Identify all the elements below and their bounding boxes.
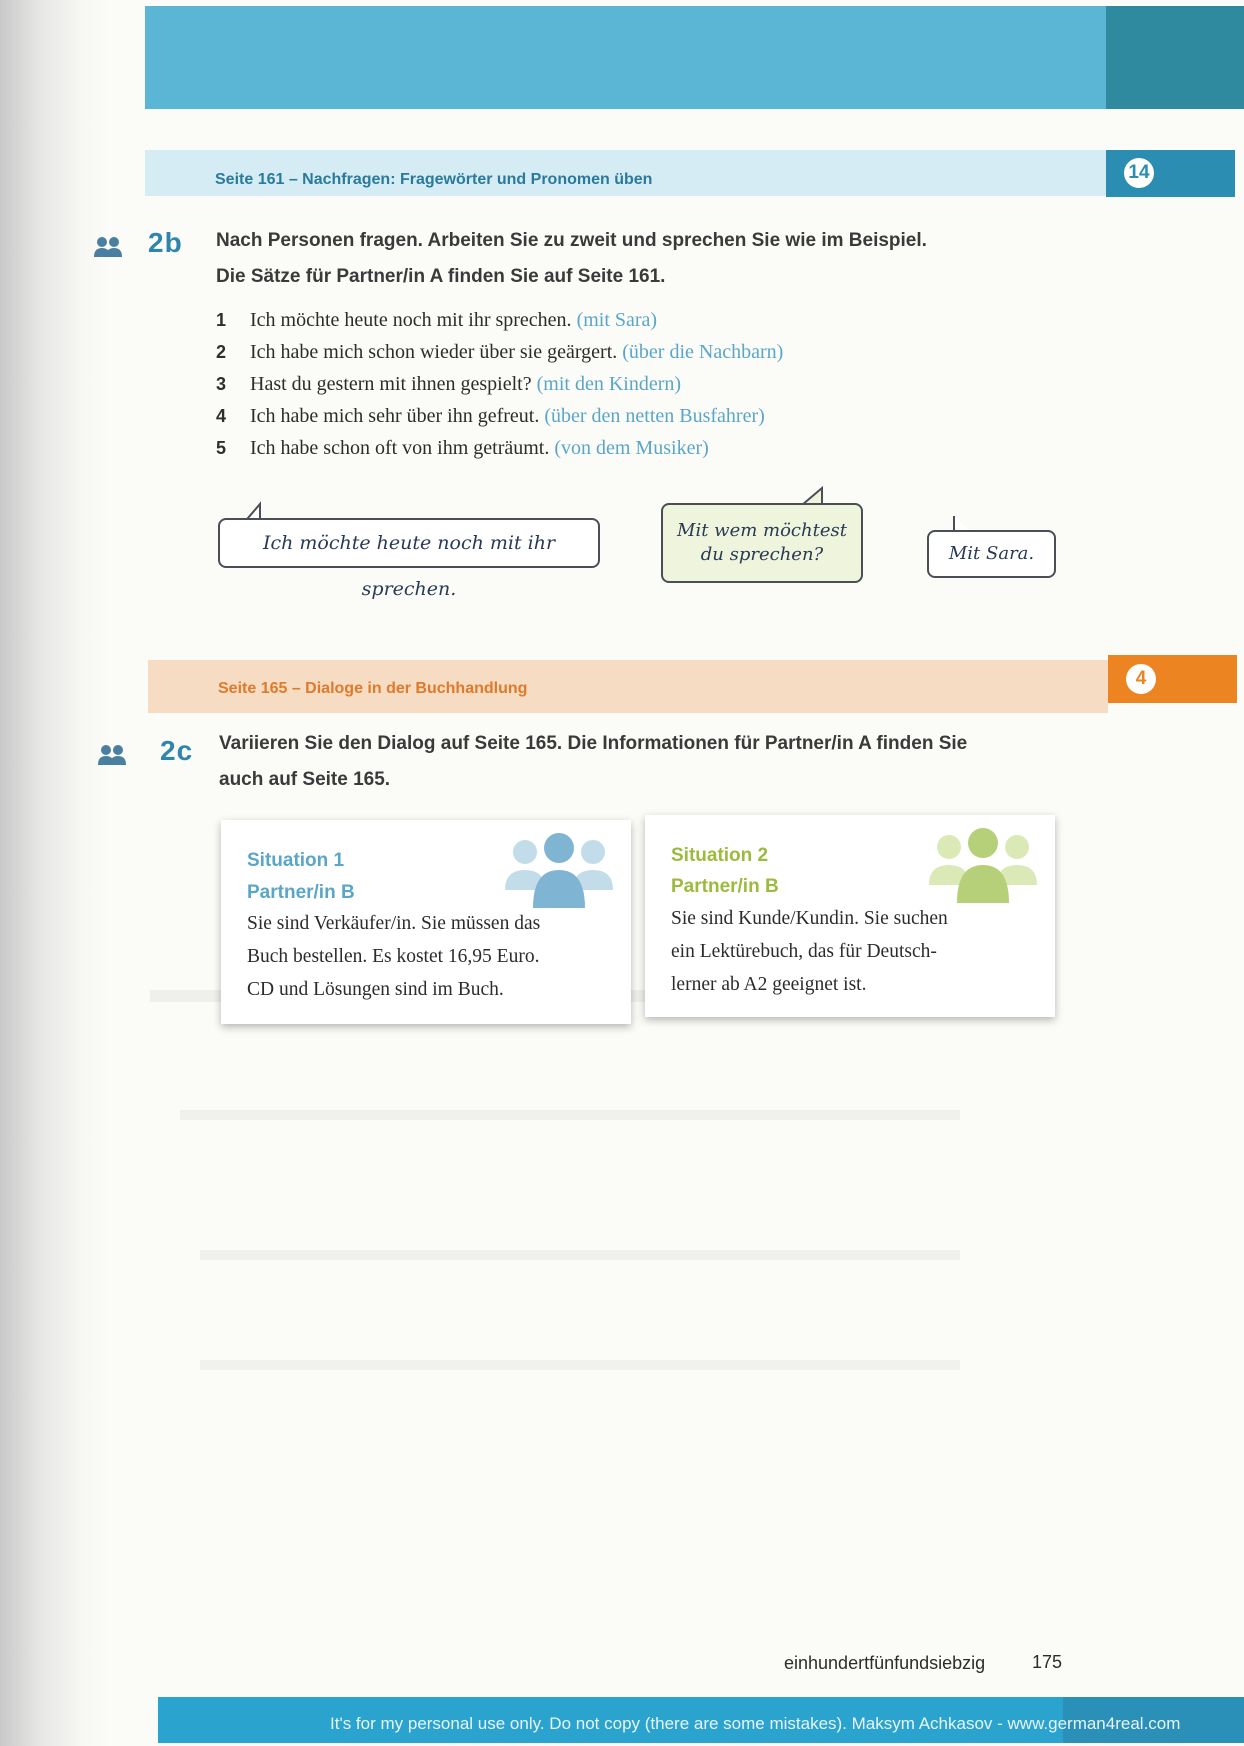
task-instruction [216,223,927,295]
top-color-band-corner [1106,6,1244,109]
description-line: Sie sind Verkäufer/in. Sie müssen das [247,913,541,934]
speech-bubble-statement [218,518,600,600]
description-line: Sie sind Kunde/Kundin. Sie suchen [671,908,948,929]
task-instruction-line: Nach Personen fragen. Arbeiten Sie zu zweit und sprechen Sie wie im Beispiel. [216,230,927,251]
description-line: lerner ab A2 geeignet ist. [671,974,867,995]
situation-title: Situation 2 [671,845,769,866]
speech-bubble-question [661,503,863,583]
situation-description [247,907,587,1006]
list-item [216,309,976,341]
partner-work-icon [97,744,127,766]
partner-role: Partner/in B [247,882,355,903]
task-instruction [219,726,967,798]
item-sentence: Ich möchte heute noch mit ihr sprechen. [250,309,572,331]
sentence-list [216,309,976,469]
section-header-title: Seite 165 – Dialoge in der Buchhandlung [218,680,528,697]
bubble-text: Mit wem möchtest [677,520,847,541]
chapter-badge [1108,655,1237,703]
bubble-text: Ich möchte heute noch mit ihr sprechen. [262,532,556,600]
item-number: 1 [216,310,227,330]
group-people-icon [927,827,1039,905]
book-spine-shadow [0,0,110,1746]
item-hint: (über die Nachbarn) [622,341,784,363]
description-line: CD und Lösungen sind im Buch. [247,979,504,1000]
page-number-words: einhundertfünfundsiebzig [784,1653,986,1673]
task-number: 2b [148,227,183,258]
partner-work-icon [93,236,123,258]
item-number: 3 [216,374,227,394]
item-hint: (von dem Musiker) [554,437,709,459]
task-number: 2c [160,735,194,766]
chapter-number: 4 [1126,664,1156,694]
task-instruction-line: auch auf Seite 165. [219,769,391,790]
page-number: 175 [1032,1652,1063,1672]
show-through-mark [200,1360,960,1370]
item-sentence: Ich habe mich schon wieder über sie geärgert. [250,341,618,363]
item-hint: (mit Sara) [576,309,658,331]
list-item [216,341,976,373]
situation-card-2 [645,815,1055,1017]
item-number: 2 [216,342,227,362]
situation-card-1 [221,820,631,1024]
show-through-mark [180,1110,960,1120]
situation-title: Situation 1 [247,850,345,871]
item-hint: (mit den Kindern) [536,373,682,395]
group-people-icon [503,832,615,910]
chapter-badge [1106,150,1235,197]
situation-description [671,902,1011,1001]
item-number: 5 [216,438,227,458]
list-item [216,437,976,469]
chapter-number: 14 [1124,158,1154,188]
item-sentence: Ich habe schon oft von ihm geträumt. [250,437,550,459]
item-sentence: Hast du gestern mit ihnen gespielt? [250,373,532,395]
section-header-title: Seite 161 – Nachfragen: Fragewörter und Pronomen üben [215,171,653,188]
list-item [216,405,976,437]
item-sentence: Ich habe mich sehr über ihn gefreut. [250,405,540,427]
top-color-band [145,6,1160,109]
bubble-text: du sprechen? [700,544,824,565]
bubble-text: Mit Sara. [948,543,1035,564]
item-hint: (über den netten Busfahrer) [544,405,765,427]
description-line: Buch bestellen. Es kostet 16,95 Euro. [247,946,540,967]
task-instruction-line: Variieren Sie den Dialog auf Seite 165. Die Informationen für Partner/in A finden Sie [219,733,968,754]
watermark-text: It's for my personal use only. Do not copy (there are some mistakes). Maksym Achkasov - www.german4real.com [330,1714,1181,1733]
speech-bubble-answer [927,530,1056,578]
description-line: ein Lektürebuch, das für Deutsch- [671,941,937,962]
partner-role: Partner/in B [671,876,779,897]
task-instruction-line: Die Sätze für Partner/in A finden Sie auf Seite 161. [216,266,666,287]
item-number: 4 [216,406,227,426]
list-item [216,373,976,405]
show-through-mark [200,1250,960,1260]
